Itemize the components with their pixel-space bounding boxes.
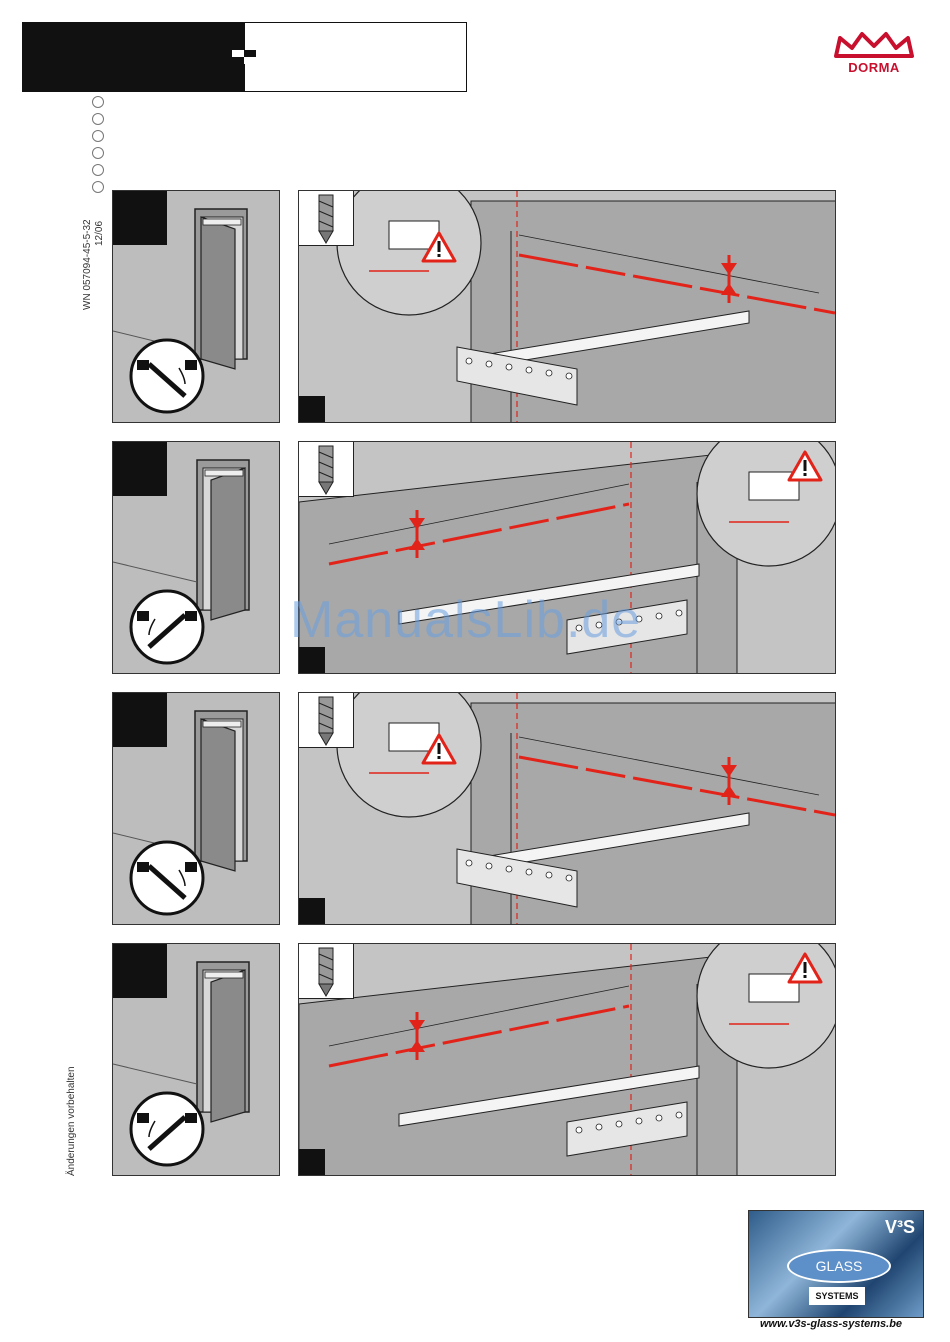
rotate-symbol-icon <box>127 838 207 918</box>
hole-marker <box>92 130 104 142</box>
rotate-symbol-icon <box>127 1089 207 1169</box>
corner-marker <box>299 396 325 422</box>
mounting-drawing <box>299 944 836 1176</box>
header-black-block <box>22 22 244 92</box>
door-overview-panel <box>112 692 280 925</box>
mounting-detail-panel <box>298 692 836 925</box>
corner-marker <box>299 898 325 924</box>
v3s-url[interactable]: www.v3s-glass-systems.be <box>760 1318 903 1330</box>
warning-icon <box>787 450 823 482</box>
mounting-detail-panel <box>298 190 836 423</box>
header-title-box <box>244 22 467 92</box>
corner-marker <box>299 647 325 673</box>
rotate-symbol-icon <box>127 336 207 416</box>
mounting-drawing <box>299 693 836 925</box>
drill-bit-icon <box>299 944 354 999</box>
door-overview-panel <box>112 441 280 674</box>
brand-logo-text: DORMA <box>848 60 900 75</box>
corner-marker <box>299 1149 325 1175</box>
door-overview-panel <box>112 943 280 1176</box>
warning-icon <box>421 733 457 765</box>
drill-bit-icon <box>299 191 354 246</box>
drill-bit-icon <box>299 693 354 748</box>
disclaimer-text: Änderungen vorbehalten <box>66 1066 77 1176</box>
rotate-symbol-icon <box>127 587 207 667</box>
hole-marker <box>92 96 104 108</box>
v3s-logo <box>748 1210 924 1318</box>
crown-icon <box>832 30 916 60</box>
watermark: ManualsLib.de <box>290 591 642 649</box>
document-number: WN 057094-45-5-32 <box>82 219 93 310</box>
hole-marker <box>92 164 104 176</box>
mounting-drawing <box>299 191 836 423</box>
drill-bit-icon <box>299 442 354 497</box>
header-checker-mark <box>232 50 256 64</box>
warning-icon <box>421 231 457 263</box>
hole-markers <box>92 96 106 198</box>
v3s-glass-label: GLASS <box>787 1249 891 1283</box>
hole-marker <box>92 147 104 159</box>
v3s-systems-label: SYSTEMS <box>809 1287 865 1305</box>
mounting-detail-panel <box>298 943 836 1176</box>
hole-marker <box>92 113 104 125</box>
document-date: 12/06 <box>94 220 105 246</box>
hole-marker <box>92 181 104 193</box>
warning-icon <box>787 952 823 984</box>
v3s-title: V³S <box>884 1217 915 1237</box>
door-overview-panel <box>112 190 280 423</box>
dorma-logo <box>832 30 916 78</box>
